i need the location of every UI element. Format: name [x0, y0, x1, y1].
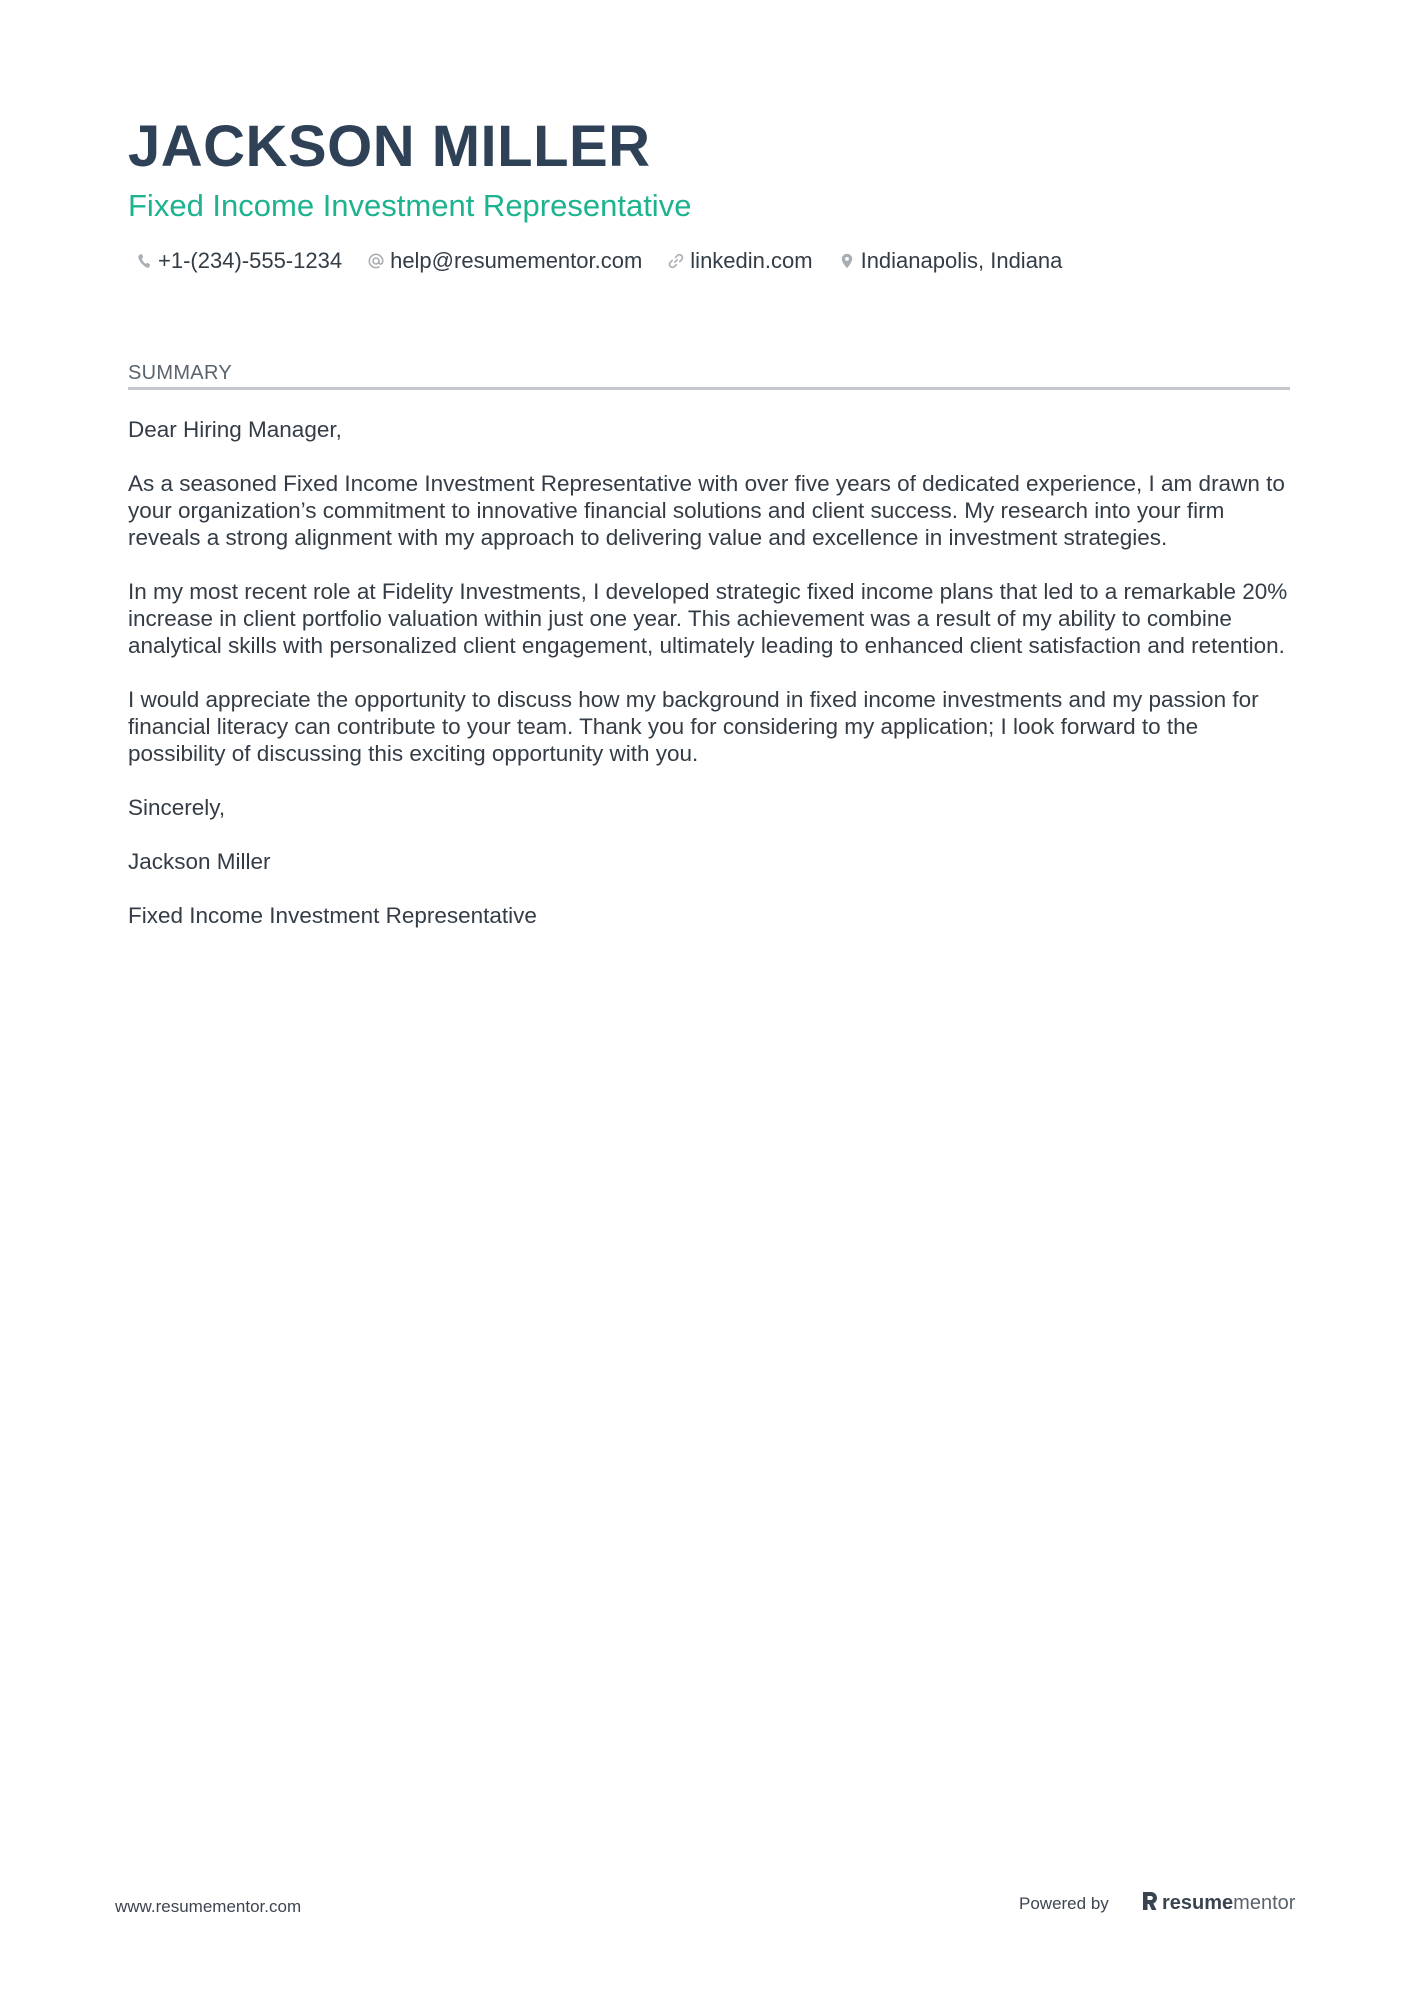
website-text[interactable]: linkedin.com: [690, 248, 813, 273]
footer-powered-by: Powered by: [1019, 1894, 1109, 1913]
section-heading-summary: SUMMARY: [128, 362, 232, 384]
candidate-name: JACKSON MILLER: [128, 114, 651, 179]
logo-wordmark-light: mentor: [1233, 1892, 1296, 1914]
contact-bar: [136, 246, 1062, 276]
footer-website-link[interactable]: www.resumementor.com: [115, 1897, 302, 1916]
contact-phone: [136, 248, 342, 274]
resumementor-logo[interactable]: [1142, 1890, 1295, 1916]
section-divider: [128, 387, 1290, 390]
email-text[interactable]: help@resumementor.com: [390, 248, 643, 273]
contact-email: [368, 248, 642, 274]
phone-text[interactable]: +1-(234)-555-1234: [158, 248, 343, 273]
logo-mark-icon: [1142, 1891, 1158, 1916]
contact-website: [668, 248, 812, 274]
job-title: Fixed Income Investment Representative: [128, 188, 692, 223]
letter-paragraph: In my most recent role at Fidelity Investments, I developed strategic fixed income plans that led to a remarkable 20% increase in client portfolio valuation within just one year. This achievement was a result of my ability to combine analytical skills with personalized client engagement, ultimately leading to enhanced client satisfaction and retention.: [128, 579, 1288, 658]
map-pin-icon: [839, 251, 855, 271]
letter-paragraph: I would appreciate the opportunity to discuss how my background in fixed income investments and my passion for financial literacy can contribute to your team. Thank you for considering my application; I look forward to the possibility of discussing this exciting opportunity with you.: [128, 687, 1259, 766]
logo-wordmark-bold: resume: [1162, 1892, 1234, 1914]
at-icon: [368, 251, 384, 271]
logo-wordmark: [1162, 1891, 1295, 1915]
signature-title: Fixed Income Investment Representative: [128, 903, 537, 928]
letter-paragraph: As a seasoned Fixed Income Investment Representative with over five years of dedicated experience, I am drawn to your organization’s commitment to innovative financial solutions and client success. My research into your firm reveals a strong alignment with my approach to delivering value and excellence in investment strategies.: [128, 471, 1285, 550]
link-icon: [668, 251, 684, 271]
letter-closing: Sincerely,: [128, 795, 226, 820]
phone-icon: [136, 251, 152, 271]
location-text: Indianapolis, Indiana: [860, 248, 1063, 273]
letter-greeting: Dear Hiring Manager,: [128, 417, 342, 442]
contact-location: [839, 248, 1063, 274]
cover-letter-body: [128, 416, 1298, 956]
signature-name: Jackson Miller: [128, 849, 271, 874]
